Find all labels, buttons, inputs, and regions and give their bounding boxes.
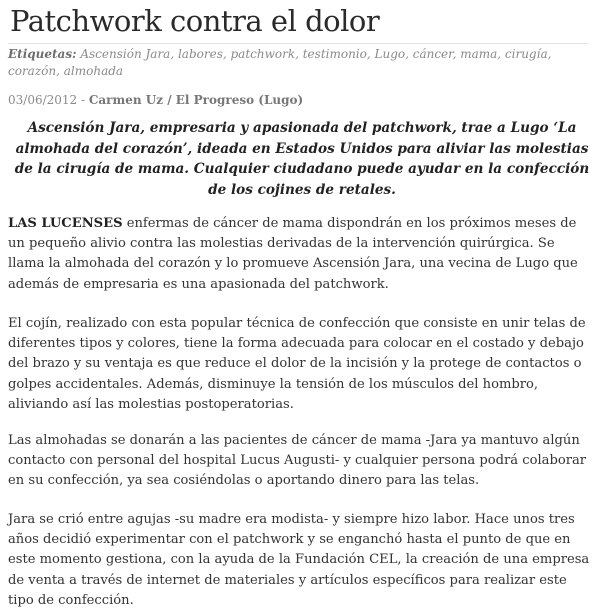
body-paragraph: El cojín, realizado con esta popular técnica de confección que consiste en unir telas de diferentes tipos y colores, tiene la forma adecuada para colocar en el costado y debajo del brazo y su ventaja es que reduce el dolor de la incisión y la protege de contactos o golpes accidentales. Además, disminuye la tensión de los músculos del hombro, aliviando así las molestias postoperatorias. [8, 316, 586, 412]
body-paragraph: Jara se crió entre agujas -su madre era modista- y siempre hizo labor. Hace unos tres años decidió experimentar con el patchwork y se enganchó hasta el punto de que en este momento gestiona, con la ayuda de la Fundación CEL, la creación de una empresa de venta a través de internet de materiales y artículos específicos para realizar este tipo de confección. [8, 512, 590, 608]
tags-label: Etiquetas: [8, 47, 77, 61]
article-title: Patchwork contra el dolor [10, 4, 380, 38]
body-paragraph [8, 214, 594, 295]
title-divider [8, 43, 588, 44]
paragraph-lead-in: LAS LUCENSES [8, 216, 123, 231]
article-lede: Ascensión Jara, empresaria y apasionada del patchwork, trae a Lugo ‘La almohada del corazón’, ideada en Estados Unidos para aliviar las molestias de la cirugía de mama. Cualquier ciudadano puede ayudar en la confección de los cojines de retales. [14, 120, 590, 198]
byline-separator: - [77, 93, 89, 107]
paragraph-text: enfermas de cáncer de mama dispondrán en los próximos meses de un pequeño alivio contra las molestias derivadas de la intervención quirúrgica. Se llama la almohada del corazón y lo promueve Ascensión Jara, una vecina de Lugo que además de empresaria es una apasionada del patchwork. [8, 216, 578, 292]
article-byline [8, 92, 303, 108]
body-paragraph: Las almohadas se donarán a las pacientes de cáncer de mama -Jara ya mantuvo algún contacto con personal del hospital Lucus Augusti- y cualquier persona podrá colaborar en su confección, ya sea cosiéndolas o aportando dinero para las telas. [8, 433, 587, 489]
publish-date: 03/06/2012 [8, 93, 78, 107]
author-source: Carmen Uz / El Progreso (Lugo) [88, 93, 304, 107]
tags-list: Ascensión Jara, labores, patchwork, testimonio, Lugo, cáncer, mama, cirugía, corazón, almohada [8, 47, 552, 78]
article-tags [8, 46, 588, 80]
